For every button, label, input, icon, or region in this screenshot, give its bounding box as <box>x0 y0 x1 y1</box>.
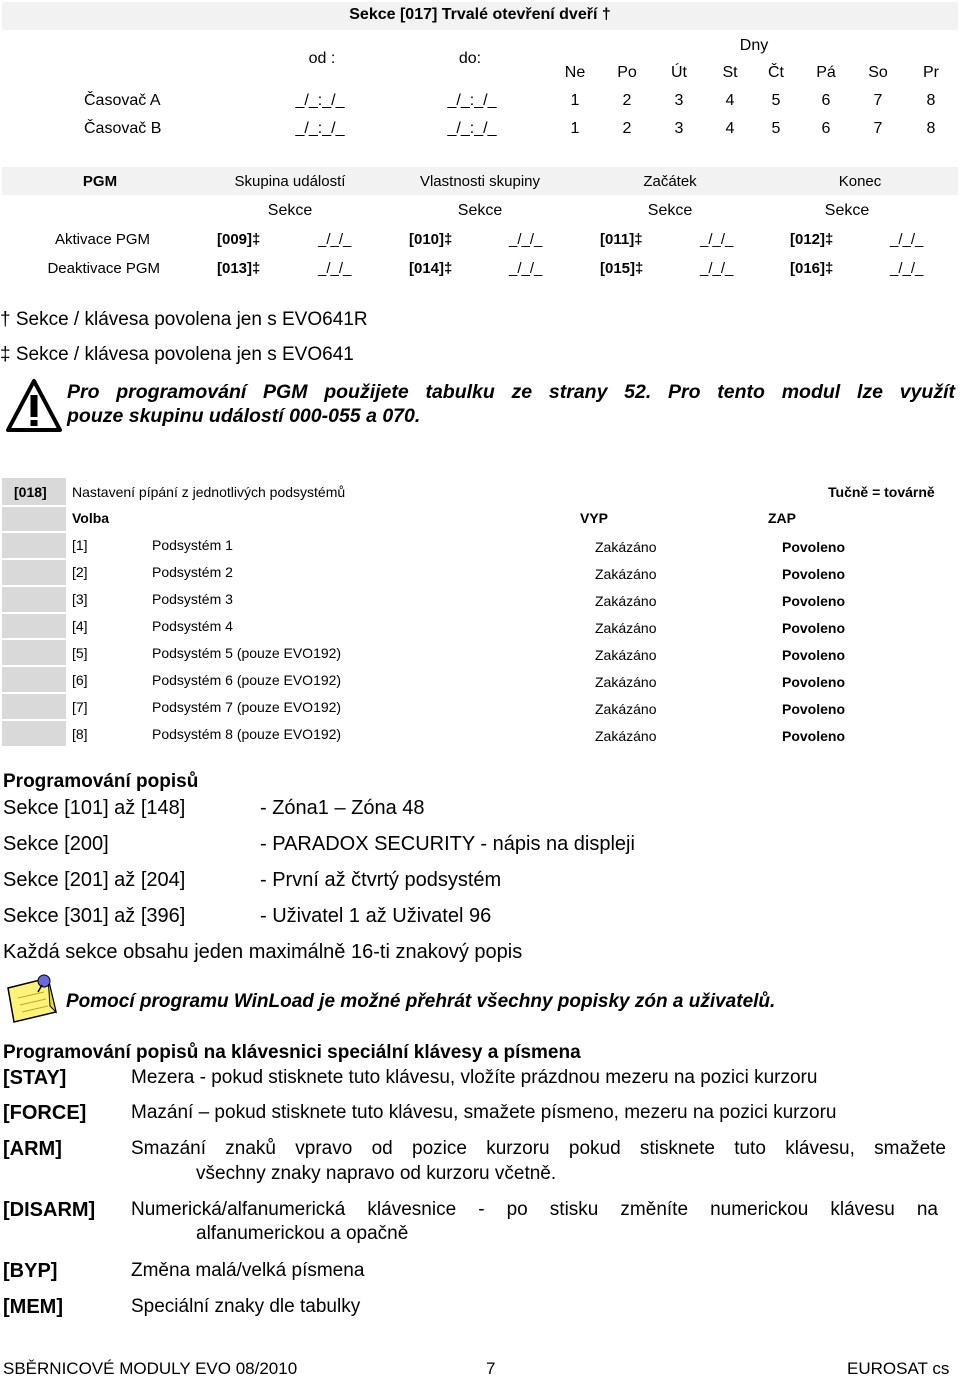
option-number: [7] <box>72 699 88 715</box>
option-on: Povoleno <box>782 701 846 717</box>
key-desc: Numerická/alfanumerická klávesnice - po stisku změníte numerickou klávesu na <box>131 1199 938 1220</box>
option-number: [3] <box>72 591 88 607</box>
option-on: Povoleno <box>782 539 846 555</box>
timer-day: 8 <box>926 120 936 137</box>
winload-tip: Pomocí programu WinLoad je možné přehrát všechny popisky zón a uživatelů. <box>66 991 776 1012</box>
warning-text-line1: Pro programování PGM použijete tabulku ze strany 52. Pro tento modul lze využít <box>67 381 955 403</box>
option-number: [6] <box>72 672 88 688</box>
option-on: Povoleno <box>782 728 846 744</box>
option-number: [5] <box>72 645 88 661</box>
pgm-section: [016]‡ <box>790 260 834 277</box>
section-divider <box>2 638 66 640</box>
section-number: [018] <box>14 484 47 500</box>
key-desc-cont: alfanumerickou a opačně <box>196 1223 409 1244</box>
pgm-section: [012]‡ <box>790 231 834 248</box>
pgm-row-label: Aktivace PGM <box>54 231 150 248</box>
timer-label: Časovač B <box>84 120 162 137</box>
option-off: Zakázáno <box>595 620 657 636</box>
timer-day: 4 <box>725 92 735 109</box>
day-header: Ne <box>564 64 586 81</box>
timer-label: Časovač A <box>84 92 161 109</box>
pgm-value: _/_/_ <box>509 260 543 277</box>
warning-text-line2: pouze skupinu událostí 000-055 a 070. <box>67 405 421 427</box>
option-on: Povoleno <box>782 620 846 636</box>
pgm-value: _/_/_ <box>509 231 543 248</box>
key-name: [DISARM] <box>3 1199 96 1221</box>
pgm-section: [013]‡ <box>217 260 261 277</box>
option-number: [4] <box>72 618 88 634</box>
day-header: Čt <box>768 64 784 81</box>
labels-desc: - PARADOX SECURITY - nápis na displeji <box>260 833 635 855</box>
key-name: [FORCE] <box>3 1102 87 1124</box>
option-on: Povoleno <box>782 674 846 690</box>
pgm-col-header: Konec <box>838 173 882 190</box>
note-dagger: † Sekce / klávesa povolena jen s EVO641R <box>0 309 368 330</box>
timer-title: Sekce [017] Trvalé otevření dveří † <box>349 6 611 23</box>
key-desc: Změna malá/velká písmena <box>131 1260 365 1281</box>
timer-to: _/_:_/_ <box>447 120 497 137</box>
option-desc: Podsystém 7 (pouze EVO192) <box>152 699 342 715</box>
option-desc: Podsystém 3 <box>152 591 233 607</box>
key-desc: Smazání znaků vpravo od pozice kurzoru pokud stisknete tuto klávesu, smažete <box>131 1138 946 1159</box>
timer-to: _/_:_/_ <box>447 92 497 109</box>
footer-page: 7 <box>486 1359 496 1378</box>
pgm-value: _/_/_ <box>890 260 924 277</box>
legend-default: Tučně = továrně <box>828 484 935 500</box>
section-divider <box>2 612 66 614</box>
col-zap: ZAP <box>768 510 796 526</box>
pgm-col-header: PGM <box>82 173 118 190</box>
section-divider <box>2 585 66 587</box>
timer-day: 2 <box>622 92 632 109</box>
option-on: Povoleno <box>782 647 846 663</box>
pin-note-icon <box>4 972 60 1024</box>
option-desc: Podsystém 4 <box>152 618 233 634</box>
footer-left: SBĚRNICOVÉ MODULY EVO 08/2010 <box>3 1359 298 1378</box>
option-off: Zakázáno <box>595 728 657 744</box>
timer-day: 3 <box>674 120 684 137</box>
key-name: [BYP] <box>3 1260 58 1282</box>
labels-sekce: Sekce [201] až [204] <box>3 869 186 891</box>
timer-day: 6 <box>821 120 831 137</box>
pgm-value: _/_/_ <box>700 260 734 277</box>
key-desc-cont: všechny znaky napravo od kurzoru včetně. <box>196 1163 557 1184</box>
pgm-sekce-label: Sekce <box>824 202 870 219</box>
day-header: Po <box>617 64 637 81</box>
timer-day: 3 <box>674 92 684 109</box>
pgm-value: _/_/_ <box>318 260 352 277</box>
pgm-col-header: Začátek <box>643 173 697 190</box>
pgm-section: [009]‡ <box>217 231 261 248</box>
footer-right: EUROSAT cs <box>847 1359 950 1378</box>
option-on: Povoleno <box>782 593 846 609</box>
pgm-section: [011]‡ <box>600 231 643 248</box>
timer-day: 2 <box>622 120 632 137</box>
labels-note: Každá sekce obsahu jeden maximálně 16-ti znakový popis <box>3 941 523 963</box>
option-desc: Podsystém 6 (pouze EVO192) <box>152 672 342 688</box>
labels-heading: Programování popisů <box>3 771 199 792</box>
pgm-row-label: Deaktivace PGM <box>47 260 160 277</box>
option-off: Zakázáno <box>595 593 657 609</box>
pgm-col-header: Vlastnosti skupiny <box>419 173 541 190</box>
day-header: Pá <box>816 64 836 81</box>
option-off: Zakázáno <box>595 539 657 555</box>
section-divider <box>2 505 66 507</box>
timer-day: 5 <box>771 92 781 109</box>
pgm-value: _/_/_ <box>700 231 734 248</box>
option-off: Zakázáno <box>595 566 657 582</box>
option-number: [8] <box>72 726 88 742</box>
key-desc: Mazání – pokud stisknete tuto klávesu, smažete písmeno, mezeru na pozici kurzoru <box>131 1102 837 1123</box>
days-label: Dny <box>739 37 769 54</box>
key-name: [ARM] <box>3 1138 62 1160</box>
timer-day: 7 <box>873 120 883 137</box>
option-desc: Podsystém 2 <box>152 564 233 580</box>
timer-day: 4 <box>725 120 735 137</box>
pgm-section: [015]‡ <box>600 260 644 277</box>
keys-heading: Programování popisů na klávesnici speciální klávesy a písmena <box>3 1042 581 1063</box>
option-on: Povoleno <box>782 566 846 582</box>
timer-from: _/_:_/_ <box>295 92 345 109</box>
section-divider <box>2 719 66 721</box>
labels-sekce: Sekce [301] až [396] <box>3 905 186 927</box>
col-volba: Volba <box>72 510 110 526</box>
pgm-col-header: Skupina událostí <box>234 173 346 190</box>
day-header: Pr <box>923 64 939 81</box>
pgm-value: _/_/_ <box>890 231 924 248</box>
labels-desc: - První až čtvrtý podsystém <box>260 869 502 891</box>
to-label: do: <box>458 50 482 67</box>
day-header: St <box>722 64 738 81</box>
option-off: Zakázáno <box>595 674 657 690</box>
timer-day: 6 <box>821 92 831 109</box>
labels-sekce: Sekce [101] až [148] <box>3 797 186 819</box>
timer-day: 7 <box>873 92 883 109</box>
option-off: Zakázáno <box>595 647 657 663</box>
labels-desc: - Zóna1 – Zóna 48 <box>260 797 425 819</box>
timer-day: 1 <box>570 92 580 109</box>
warning-triangle-icon <box>5 378 63 434</box>
note-double-dagger: ‡ Sekce / klávesa povolena jen s EVO641 <box>0 344 354 365</box>
option-off: Zakázáno <box>595 701 657 717</box>
pgm-sekce-label: Sekce <box>457 202 503 219</box>
option-desc: Podsystém 8 (pouze EVO192) <box>152 726 342 742</box>
day-header: So <box>868 64 888 81</box>
timer-from: _/_:_/_ <box>295 120 345 137</box>
pgm-sekce-label: Sekce <box>267 202 313 219</box>
option-desc: Podsystém 1 <box>152 537 233 553</box>
labels-desc: - Uživatel 1 až Uživatel 96 <box>260 905 492 927</box>
day-header: Út <box>671 64 687 81</box>
key-desc: Speciální znaky dle tabulky <box>131 1296 361 1317</box>
timer-day: 5 <box>771 120 781 137</box>
key-name: [STAY] <box>3 1067 67 1089</box>
pgm-value: _/_/_ <box>318 231 352 248</box>
col-vyp: VYP <box>580 510 609 526</box>
section-title: Nastavení pípání z jednotlivých podsystémů <box>72 484 346 500</box>
labels-sekce: Sekce [200] <box>3 833 109 855</box>
section-divider <box>2 531 66 533</box>
section-divider <box>2 558 66 560</box>
option-number: [2] <box>72 564 88 580</box>
pgm-sekce-label: Sekce <box>647 202 693 219</box>
pgm-section: [010]‡ <box>409 231 453 248</box>
key-desc: Mezera - pokud stisknete tuto klávesu, vložíte prázdnou mezeru na pozici kurzoru <box>131 1067 818 1088</box>
timer-day: 1 <box>570 120 580 137</box>
key-name: [MEM] <box>3 1296 63 1318</box>
option-desc: Podsystém 5 (pouze EVO192) <box>152 645 342 661</box>
section-divider <box>2 692 66 694</box>
section-divider <box>2 665 66 667</box>
from-label: od : <box>308 50 336 67</box>
pgm-section: [014]‡ <box>409 260 453 277</box>
timer-day: 8 <box>926 92 936 109</box>
option-number: [1] <box>72 537 88 553</box>
